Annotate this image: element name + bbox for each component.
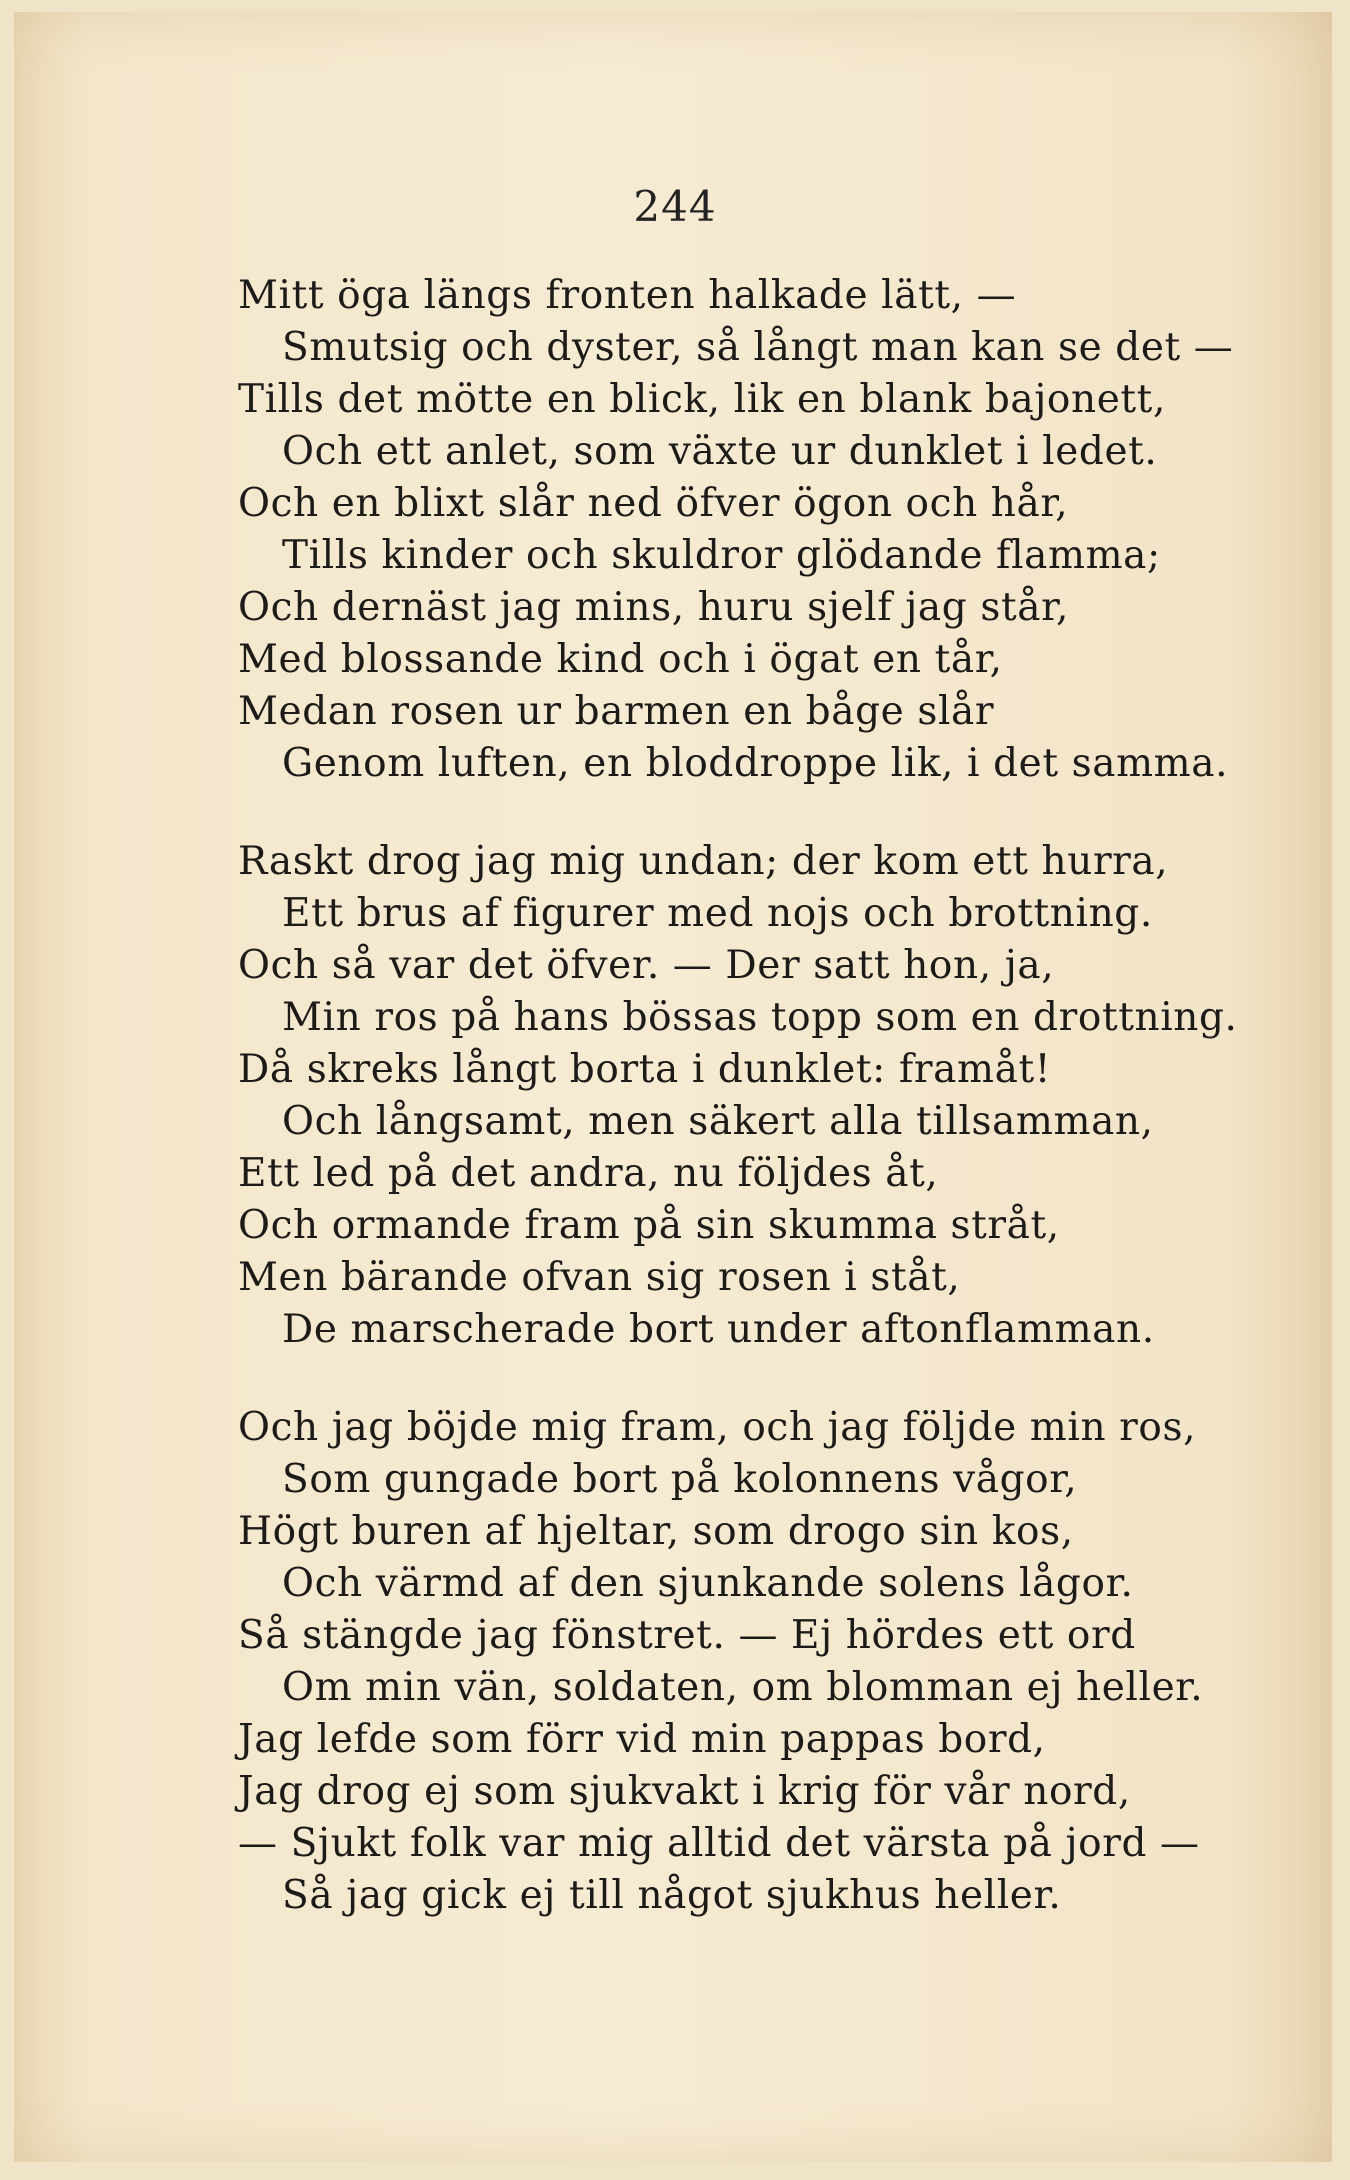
poem-line: Högt buren af hjeltar, som drogo sin kos, (238, 1509, 1074, 1554)
poem-line: Raskt drog jag mig undan; der kom ett hurra, (238, 839, 1169, 884)
poem-line: Och så var det öfver. — Der satt hon, ja, (238, 943, 1055, 988)
poem-line: — Sjukt folk var mig alltid det värsta på jord — (238, 1821, 1200, 1866)
poem-line: Jag lefde som förr vid min pappas bord, (238, 1717, 1046, 1762)
poem-line: Och långsamt, men säkert alla tillsamman, (282, 1099, 1154, 1144)
poem-line: Ett led på det andra, nu följdes åt, (238, 1151, 939, 1196)
poem-line: Om min vän, soldaten, om blomman ej heller. (282, 1665, 1204, 1710)
poem-line: De marscherade bort under aftonflamman. (282, 1307, 1155, 1352)
poem-line: Med blossande kind och i ögat en tår, (238, 637, 1003, 682)
page-number: 244 (633, 182, 717, 231)
poem-line: Genom luften, en bloddroppe lik, i det samma. (282, 741, 1229, 786)
poem-line: Tills kinder och skuldror glödande flamma; (282, 533, 1161, 578)
poem-line: Som gungade bort på kolonnens vågor, (282, 1457, 1078, 1502)
poem-line: Ett brus af figurer med nojs och brottning. (282, 891, 1153, 936)
poem-line: Och jag böjde mig fram, och jag följde min ros, (238, 1405, 1197, 1450)
poem-line: Men bärande ofvan sig rosen i ståt, (238, 1255, 961, 1300)
poem-line: Så jag gick ej till något sjukhus heller. (282, 1873, 1062, 1918)
poem-line: Smutsig och dyster, så långt man kan se det — (282, 325, 1234, 370)
poem-line: Och dernäst jag mins, huru sjelf jag står, (238, 585, 1070, 630)
poem-line: Och en blixt slår ned öfver ögon och hår, (238, 481, 1069, 526)
poem-line: Då skreks långt borta i dunklet: framåt! (238, 1047, 1051, 1092)
poem-line: Och ormande fram på sin skumma stråt, (238, 1203, 1060, 1248)
poem-line: Så stängde jag fönstret. — Ej hördes ett ord (238, 1613, 1136, 1658)
poem-line: Tills det mötte en blick, lik en blank bajonett, (238, 377, 1166, 422)
poem-line: Mitt öga längs fronten halkade lätt, — (238, 273, 1017, 318)
poem-line: Medan rosen ur barmen en båge slår (238, 689, 995, 734)
poem-line: Och värmd af den sjunkande solens lågor. (282, 1561, 1134, 1606)
poem-line: Min ros på hans bössas topp som en drottning. (282, 995, 1238, 1040)
poem-line: Jag drog ej som sjukvakt i krig för vår nord, (238, 1769, 1131, 1814)
poem-line: Och ett anlet, som växte ur dunklet i ledet. (282, 429, 1158, 474)
